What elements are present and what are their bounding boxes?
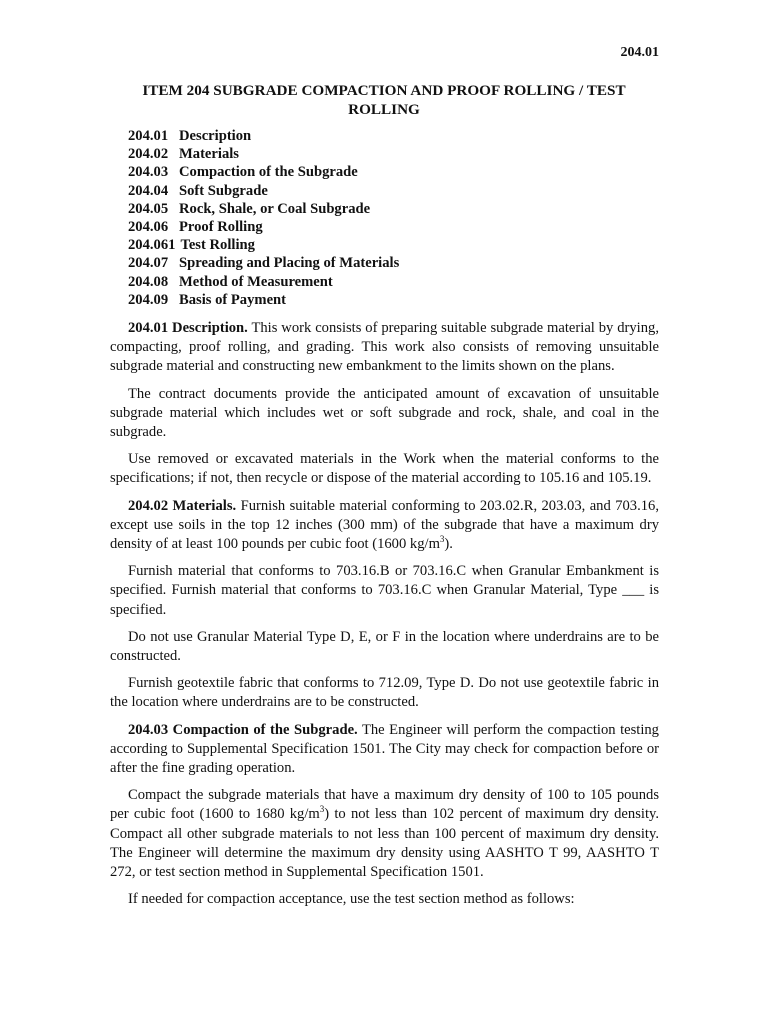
toc-entry-proof-rolling <box>128 218 399 236</box>
toc-number: 204.09 <box>128 291 169 308</box>
toc-entry-spreading <box>128 254 399 272</box>
toc-label: Method of Measurement <box>179 273 333 290</box>
paragraph-text: ). <box>444 536 453 553</box>
toc-label: Soft Subgrade <box>179 182 268 199</box>
toc-entry-soft-subgrade <box>128 182 399 200</box>
toc-label: Basis of Payment <box>179 291 287 308</box>
section-heading: 204.02 Materials. <box>128 497 237 514</box>
toc-number: 204.01 <box>128 128 169 144</box>
toc-entry-materials <box>128 145 399 163</box>
toc-number: 204.061 <box>128 237 176 254</box>
paragraph: Do not use Granular Material Type D, E, or F in the location where underdrains are to be constructed. <box>110 628 659 665</box>
toc-number: 204.06 <box>128 219 169 236</box>
toc-number: 204.08 <box>128 273 169 290</box>
paragraph: Use removed or excavated materials in the Work when the material conforms to the specifications; if not, then recycle or dispose of the material according to 105.16 and 105.19. <box>110 451 659 487</box>
toc-number: 204.05 <box>128 200 169 217</box>
toc-entry-rock-shale-coal <box>128 200 399 218</box>
item-title: ITEM 204 SUBGRADE COMPACTION AND PROOF ROLLING / TEST ROLLING <box>142 82 626 118</box>
paragraph-text: This work consists of preparing suitable subgrade material by drying, compacting, proof rolling, and grading. This work also consists of removing unsuitable subgrade material and constructing new embankment to the limits shown on the plans. <box>110 320 659 375</box>
section-204-03-paragraph <box>110 721 659 779</box>
toc-label: Description <box>179 128 252 144</box>
paragraph: Furnish material that conforms to 703.16.B or 703.16.C when Granular Embankment is specified. Furnish material that conforms to 703.16.C when Granular Material, Type ___ is specified. <box>110 563 659 618</box>
section-heading: 204.03 Compaction of the Subgrade. <box>128 721 358 738</box>
paragraph <box>110 786 659 882</box>
table-of-contents <box>128 127 399 309</box>
toc-label: Proof Rolling <box>179 219 263 236</box>
toc-label: Spreading and Placing of Materials <box>179 255 400 272</box>
toc-entry-payment <box>128 291 399 309</box>
toc-label: Materials <box>179 146 239 163</box>
toc-number: 204.02 <box>128 146 169 163</box>
superscript: 3 <box>319 804 325 815</box>
section-204-02-paragraph <box>110 497 659 555</box>
toc-entry-compaction <box>128 163 399 181</box>
paragraph-text: ) to not less than 102 percent of maximum dry density. Compact all other subgrade materials to not less than 100 percent of maximum dry density. The Engineer will determine the maximum dry density using AASHTO T 99, AASHTO T 272, or test section method in Supplemental Specification 1501. <box>110 806 659 881</box>
specification-body <box>110 319 659 917</box>
toc-entry-test-rolling <box>128 236 399 254</box>
paragraph-text: Furnish suitable material conforming to 203.02.R, 203.03, and 703.16, except use soils in the top 12 inches (300 mm) of the subgrade that have a maximum dry density of at least 100 pounds per cubic foot (1600 kg/m <box>110 497 659 553</box>
paragraph: The contract documents provide the anticipated amount of excavation of unsuitable subgrade material which includes wet or soft subgrade and rock, shale, and coal in the subgrade. <box>110 385 659 441</box>
superscript: 3 <box>439 534 445 545</box>
toc-number: 204.04 <box>128 182 169 199</box>
toc-label: Compaction of the Subgrade <box>179 164 358 181</box>
toc-entry-description <box>128 127 399 145</box>
paragraph-text: Compact the subgrade materials that have a maximum dry density of 100 to 105 pounds per cubic foot (1600 to 1680 kg/m <box>110 787 659 823</box>
toc-number: 204.07 <box>128 255 169 272</box>
section-204-01-paragraph <box>110 319 659 377</box>
paragraph: If needed for compaction acceptance, use the test section method as follows: <box>128 891 575 908</box>
page-number: 204.01 <box>620 45 659 60</box>
toc-label: Rock, Shale, or Coal Subgrade <box>179 200 371 217</box>
section-heading: 204.01 Description. <box>128 320 248 336</box>
paragraph-text: The Engineer will perform the compaction testing according to Supplemental Specification 1501. The City may check for compaction before or after the fine grading operation. <box>110 721 659 777</box>
paragraph: Furnish geotextile fabric that conforms to 712.09, Type D. Do not use geotextile fabric in the location where underdrains are to be constructed. <box>110 675 659 711</box>
toc-label: Test Rolling <box>180 237 255 254</box>
toc-number: 204.03 <box>128 164 169 181</box>
toc-entry-measurement <box>128 273 399 291</box>
